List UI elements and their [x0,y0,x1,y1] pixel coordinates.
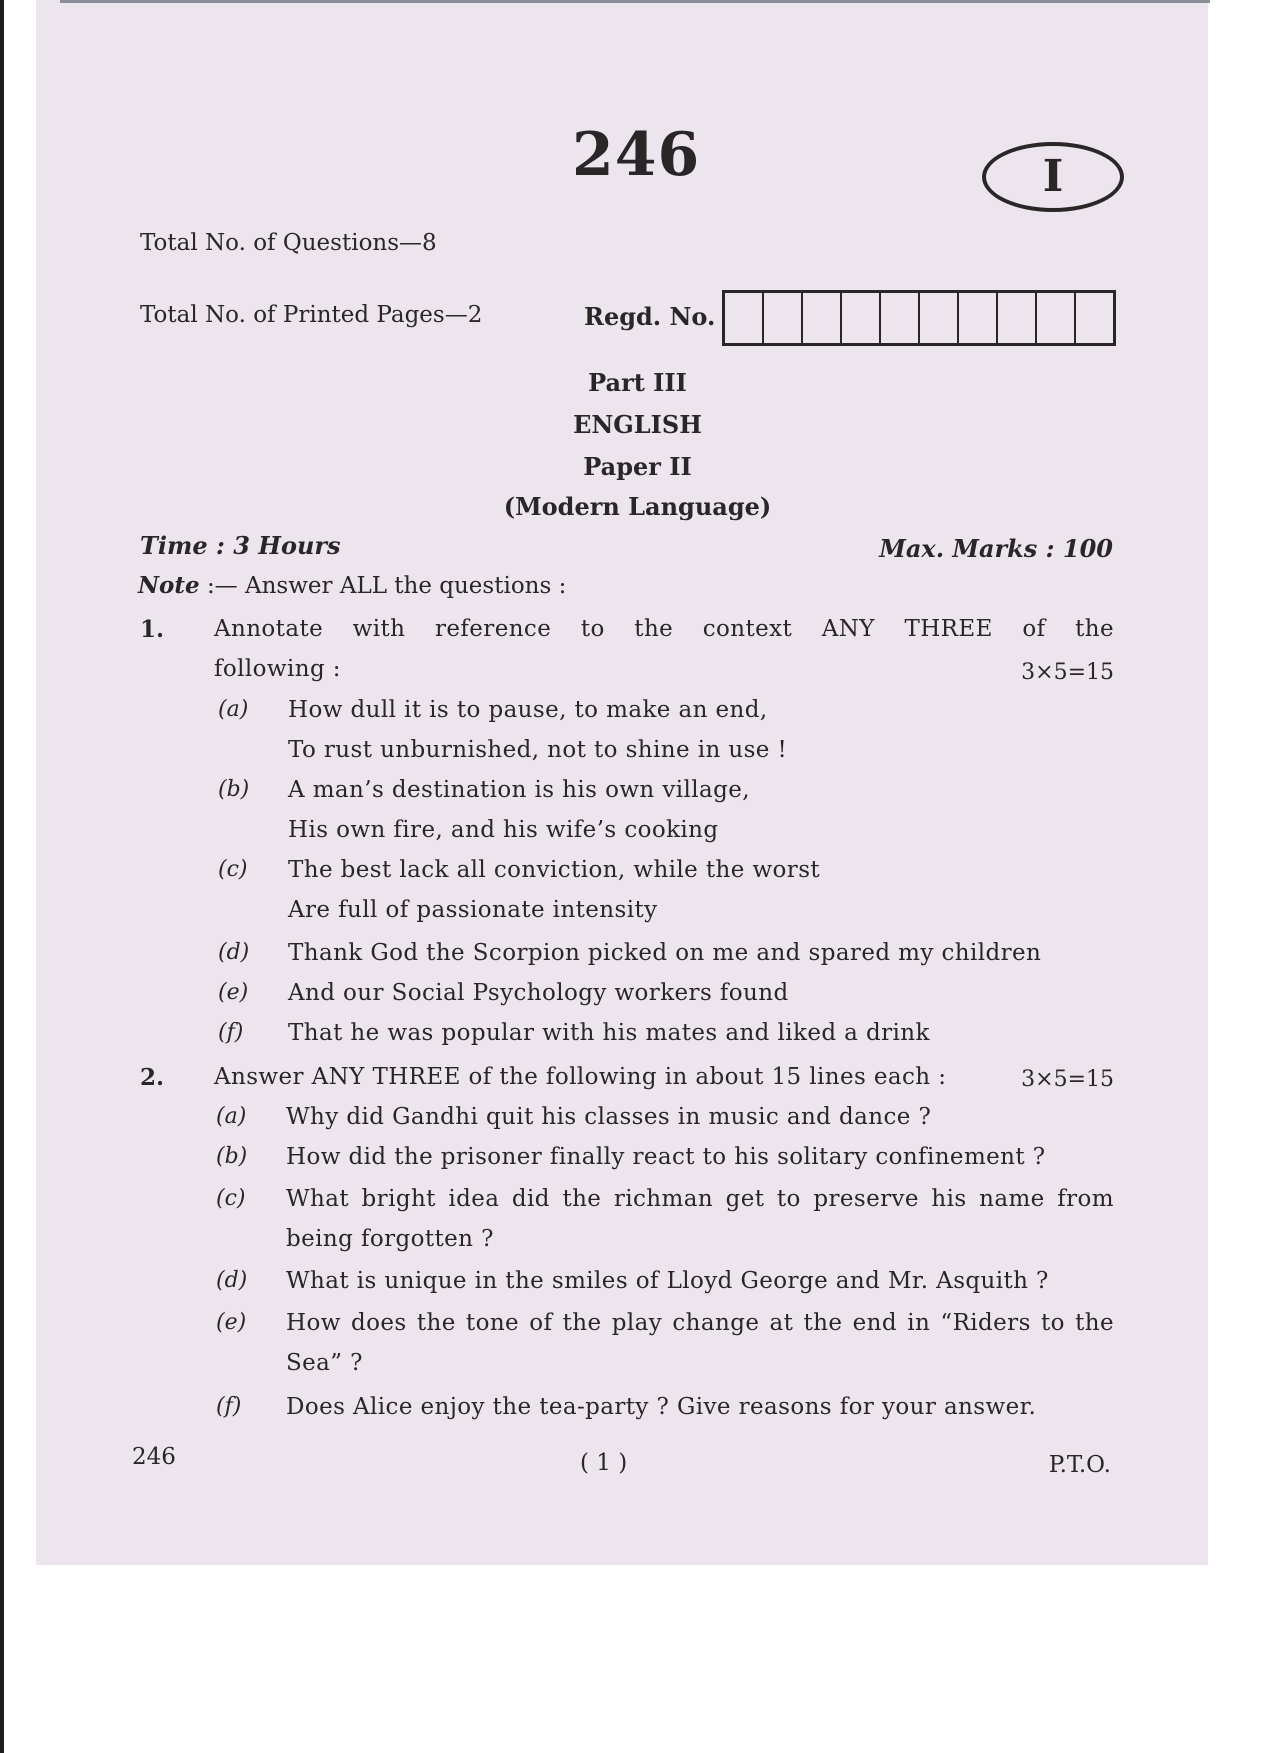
page-number: ( 1 ) [580,1450,628,1476]
option-line: A man’s destination is his own village, [288,777,750,803]
question-text: following : [214,656,341,682]
regd-cell[interactable] [842,293,881,343]
regd-cell[interactable] [998,293,1037,343]
regd-cell[interactable] [881,293,920,343]
question-number: 2. [140,1064,165,1091]
regd-label: Regd. No. [584,302,716,331]
language-title: (Modern Language) [503,492,772,521]
option-label: (d) [218,940,250,965]
option-label: (a) [216,1104,247,1129]
option-line: And our Social Psychology workers found [288,980,789,1006]
note-text: :— Answer ALL the questions : [206,573,567,599]
option-line: Thank God the Scorpion picked on me and spared my children [288,940,1042,966]
option-line: The best lack all conviction, while the worst [288,857,821,883]
option-line: being forgotten ? [286,1226,494,1252]
option-label: (f) [218,1020,244,1045]
option-line: Why did Gandhi quit his classes in music and dance ? [286,1104,932,1130]
note [138,572,566,599]
option-line: To rust unburnished, not to shine in use ! [288,737,788,763]
question-marks: 3×5=15 [1021,660,1114,685]
part-title: Part III [588,368,687,397]
regd-cell[interactable] [1076,293,1113,343]
regd-cell[interactable] [764,293,803,343]
pto-label: P.T.O. [1048,1452,1111,1478]
option-line: His own fire, and his wife’s cooking [288,817,719,843]
option-label: (b) [218,777,250,802]
option-line: How does the tone of the play change at the end in “Riders to the [286,1310,1114,1336]
option-label: (c) [216,1186,246,1211]
option-line: Are full of passionate intensity [288,897,658,923]
paper-title: Paper II [583,452,692,481]
scan-top-edge [60,0,1210,3]
option-line: That he was popular with his mates and liked a drink [288,1020,930,1046]
option-label: (e) [218,980,249,1005]
option-line: How did the prisoner finally react to his solitary confinement ? [286,1144,1046,1170]
note-label: Note [138,572,200,599]
series-badge: I [982,142,1124,212]
regd-cell[interactable] [1037,293,1076,343]
total-questions: Total No. of Questions—8 [140,230,437,256]
question-marks: 3×5=15 [1021,1067,1114,1092]
option-label: (c) [218,857,248,882]
max-marks: Max. Marks : 100 [879,534,1113,563]
subject-title: ENGLISH [573,410,702,439]
footer-code: 246 [132,1444,176,1470]
regd-cell[interactable] [803,293,842,343]
scan-edge [0,0,4,1753]
paper-code: 246 [572,120,701,190]
question-text: Answer ANY THREE of the following in about 15 lines each : [214,1064,947,1090]
regd-cell[interactable] [959,293,998,343]
option-line: How dull it is to pause, to make an end, [288,697,768,723]
option-label: (b) [216,1144,248,1169]
total-pages: Total No. of Printed Pages—2 [140,302,483,328]
regd-cell[interactable] [920,293,959,343]
question-number: 1. [140,616,165,643]
option-line: What is unique in the smiles of Lloyd George and Mr. Asquith ? [286,1268,1049,1294]
regd-cell[interactable] [725,293,764,343]
option-line: What bright idea did the richman get to preserve his name from [286,1186,1114,1212]
option-label: (a) [218,697,249,722]
exam-time: Time : 3 Hours [140,531,341,560]
option-line: Sea” ? [286,1350,363,1376]
regd-number-boxes[interactable] [722,290,1116,346]
option-label: (d) [216,1268,248,1293]
option-line: Does Alice enjoy the tea-party ? Give reasons for your answer. [286,1394,1037,1420]
question-text: Annotate with reference to the context ANY THREE of the [214,616,1114,642]
option-label: (e) [216,1310,247,1335]
option-label: (f) [216,1394,242,1419]
